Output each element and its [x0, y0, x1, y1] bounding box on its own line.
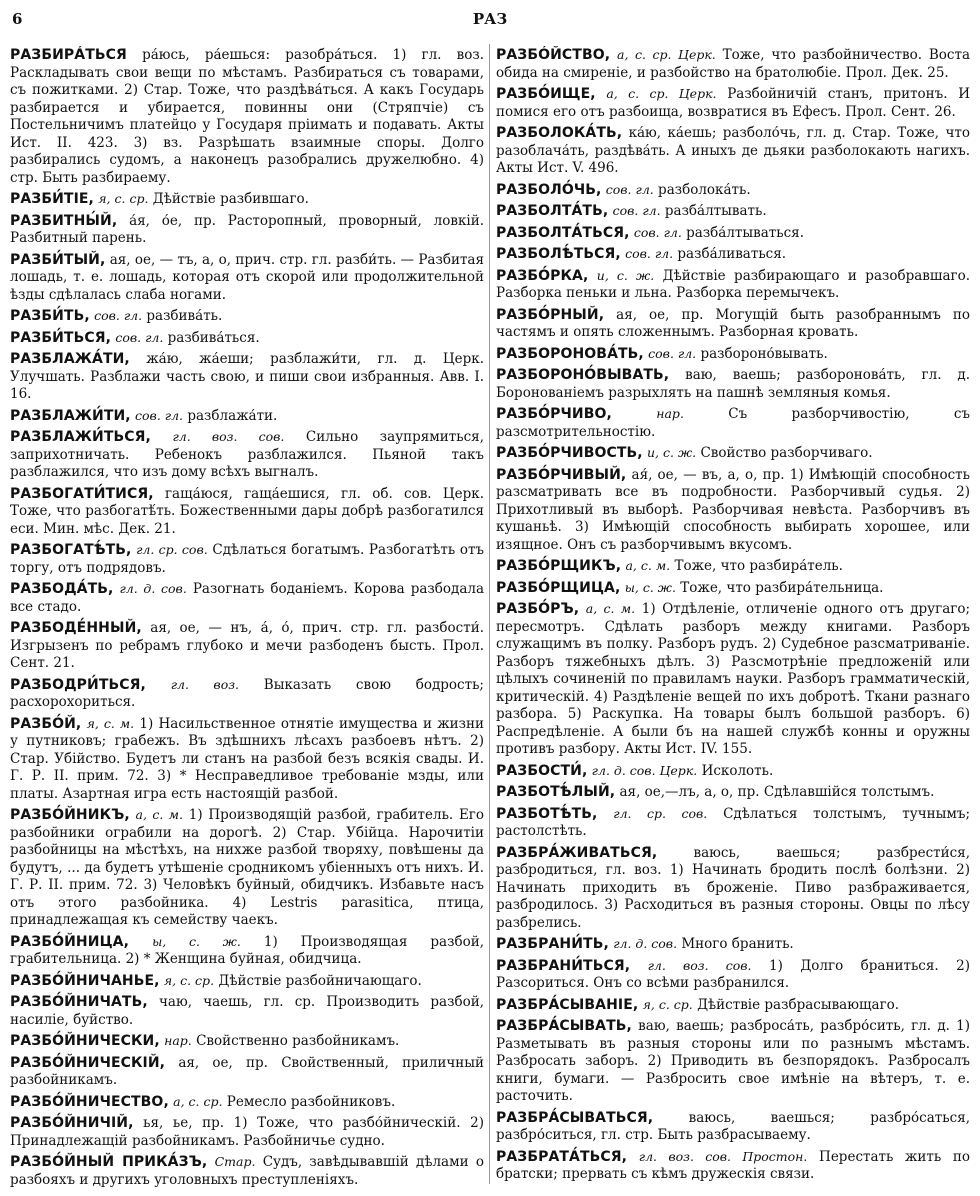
entry-definition: ваюсь, ваешься; разбрести́ся, разбродиться, гл. воз. 1) Начинать бродить послѣ болѣзни. 2) Начинать приходить въ броженіе. Пиво разбраживается, разбродилось. 3) Расходиться въ разныя стороны. Овцы по лѣсу разбрелись. [496, 844, 970, 931]
entry-headword: РАЗБО́ЙНИЦА, [10, 933, 130, 950]
dictionary-entry [496, 306, 970, 342]
entry-headword: РАЗБО́РЩИЦА, [496, 579, 621, 596]
entry-headword: РАЗБОДЕ́ННЫЙ, [10, 620, 142, 636]
entry-headword: РАЗБО́ЙНИКЪ, [10, 807, 130, 823]
entry-definition: ая, ое, — нъ, а́, о́, прич. стр. гл. разбости́. Изгрызенъ по ребрамъ глубоко и мечи разбоденъ бысть. Прол. Сент. 21. [10, 620, 484, 671]
entry-headword: РАЗБЛАЖИ́ТЬСЯ, [10, 429, 151, 445]
entry-definition: ая, ое, пр. Свойственный, приличный разбойникамъ. [10, 1054, 484, 1088]
entry-grammar: гл. д. сов. Церк. [591, 762, 698, 778]
entry-headword: РАЗБОЛО́ЧЬ, [496, 181, 602, 198]
entry-headword: РАЗБО́ИЩЕ, [496, 86, 596, 102]
entry-definition: разбива́ть. [146, 308, 223, 324]
entry-definition: Дѣйствіе разбившаго. [152, 191, 309, 207]
dictionary-entry [10, 407, 484, 426]
dictionary-entry [10, 1054, 484, 1090]
dictionary-entry [496, 46, 970, 82]
dictionary-entry [496, 579, 970, 598]
entry-headword: РАЗБО́ЙНИЧІЙ, [10, 1115, 134, 1131]
dictionary-entry [10, 329, 484, 348]
dictionary-entry [10, 933, 484, 969]
entry-definition: Сдѣлаться богатымъ. Разбогатѣть отъ торгу, отъ подрядовъ. [10, 542, 484, 576]
entry-definition: Тоже, что разбойничество. Воста обида на смиреніе, и разбойство на братолюбіе. Прол. Дек. 25. [496, 47, 970, 81]
entry-definition: ая, ое,—лъ, а, о, пр. Сдѣлавшійся толстымъ. [619, 784, 935, 800]
entry-headword: РАЗБИТНЫ́Й, [10, 212, 118, 229]
entry-headword: РАЗБЛАЖИ́ТИ, [10, 407, 131, 424]
dictionary-entry [496, 345, 970, 364]
entry-headword: РАЗБИ́ТЫЙ, [10, 251, 106, 268]
entry-grammar: сов. гл. [605, 181, 654, 197]
entry-definition: ья, ье, пр. 1) Тоже, что разбо́йническій. 2) Принадлежащій разбойникамъ. Разбойничье судно. [10, 1115, 484, 1149]
entry-headword: РАЗБОТѢ́ТЬ, [496, 805, 598, 822]
entry-headword: РАЗБО́ЙНЫЙ ПРИКА́ЗЪ, [10, 1154, 208, 1170]
entry-definition: ая, ое, пр. Могущій быть разобраннымъ по частямъ и опять сложеннымъ. Разборная кровать. [496, 306, 970, 340]
dictionary-entry [10, 46, 484, 187]
dictionary-entry [496, 1109, 970, 1145]
dictionary-entry [496, 600, 970, 759]
entry-headword: РАЗБО́РЧИВЫЙ, [496, 466, 627, 483]
entry-grammar: я, с. ср. [98, 191, 149, 206]
entry-definition: Тоже, что разбира́тель. [674, 558, 843, 574]
entry-grammar: я, с. ср. [642, 996, 693, 1012]
entry-headword: РАЗБОЛТА́ТЬ, [496, 203, 609, 219]
dictionary-entry [10, 619, 484, 673]
entry-definition: ая́, ое, — въ, а, о, пр. 1) Имѣющій способность разсматривать все въ подробности. Разборчивый судья. 2) Прихотливый въ выборѣ. Разборчивая невѣста. Разборчивъ въ кушаньѣ. 3) Имѣющій способность выбирать хорошее, или изящное. Онъ съ разборчивымъ вкусомъ. [496, 466, 970, 553]
dictionary-entry [496, 996, 970, 1015]
dictionary-entry [10, 1114, 484, 1150]
entry-headword: РАЗБО́ЙНИЧАНЬЕ, [10, 972, 160, 989]
entry-grammar: сов. гл. [135, 407, 184, 423]
dictionary-entry [496, 245, 970, 264]
entry-definition: Тоже, что разбира́тельница. [680, 579, 884, 596]
dictionary-entry [496, 267, 970, 303]
entry-definition: ваюсь, ваешься; разбро́саться, разбро́ситься, гл. стр. Быть разбрасываему. [496, 1109, 970, 1143]
entry-definition: разба́ливаться. [677, 246, 787, 262]
entry-headword: РАЗБО́РЪ, [496, 601, 580, 617]
dictionary-entry [10, 428, 484, 482]
entry-definition: разболока́ть. [658, 181, 751, 198]
entry-headword: РАЗБО́ЙНИЧАТЬ, [10, 994, 148, 1010]
entry-grammar: сов. гл. [94, 308, 143, 323]
entry-grammar: ы, с. ж. [152, 933, 241, 949]
entry-definition: а́я, о́е, пр. Расторопный, проворный, ловкій. Разбитный парень. [10, 212, 484, 246]
entry-headword: РАЗБО́РЧИВО, [496, 406, 612, 422]
entry-grammar: сов. гл. [633, 224, 682, 240]
entry-definition: Сдѣлаться толстымъ, тучнымъ; растолстѣть. [496, 805, 970, 839]
running-head: РАЗ [472, 10, 508, 28]
entry-grammar: гл. воз. сов. Простон. [638, 1148, 808, 1164]
entry-definition: Перестать жить по братски; прервать съ кѣмъ дружескія связи. [496, 1148, 970, 1182]
entry-definition: Судъ, завѣдывавшій дѣлами о разбояхъ и другихъ уголовныхъ преступленіяхъ. [10, 1154, 484, 1188]
dictionary-entry [496, 805, 970, 841]
dictionary-entry [10, 541, 484, 577]
dictionary-entry [496, 85, 970, 121]
entry-definition: Выказать свою бодрость; расхорохориться. [10, 676, 484, 710]
entry-grammar: и, с. ж. [596, 267, 655, 283]
entry-definition: Разбойничій станъ, притонъ. И помися его отъ разбоища, возвратися въ Ефесъ. Прол. Сент. 26. [496, 86, 970, 120]
entry-headword: РАЗБОДРИ́ТЬСЯ, [10, 676, 146, 693]
entry-headword: РАЗБО́РНЫЙ, [496, 306, 605, 323]
entry-headword: РАЗБОРОНОВА́ТЬ, [496, 345, 644, 362]
dictionary-entry [496, 783, 970, 802]
entry-definition: ра́юсь, ра́ешься: разобра́ться. 1) гл. воз. Раскладывать свои вещи по мѣстамъ. Разбираться съ товарами, съ пожитками. 2) Стар. Тоже, что раздѣва́ться. А какъ Государь разбирается и убирается, повинны они (Стряпчіе) съ Постельничимъ платейцо у Государя пріимать и подавать. Акты Ист. II. 423. 3) вз. Разрѣшать взаимные споры. Долго разбирались судомъ, а наконецъ разобрались дружелюбно. 4) стр. Быть разбираему. [10, 47, 484, 186]
entry-definition: 1) Отдѣленіе, отличеніе одного отъ другаго; пересмотръ. Сдѣлать разборъ между книгами. Разборъ служащимъ въ полку. Разборъ рудъ. 2) Судебное разсматриваніе. Разборъ тяжебныхъ дѣлъ. 3) Разсмотрѣніе предложеній или цѣлыхъ сочиненій по правиламъ науки. Разборъ грамматическій, критическій. 4) Раздѣленіе вещей по ихъ добротѣ. Ткани разнаго разбора. 5) Раскупка. На товары былъ большой разборъ. 6) Распредѣленіе. А были бъ на нашей службѣ конны и оружны противъ разбору. Акты Ист. IV. 155. [496, 601, 970, 757]
entry-definition: разблажа́ти. [187, 407, 278, 424]
dictionary-entry [496, 935, 970, 954]
entry-headword: РАЗБОГАТѢ́ТЬ, [10, 542, 132, 558]
entry-grammar: гл. ср. сов. [613, 805, 708, 821]
entry-definition: разбива́ться. [167, 329, 260, 346]
entry-headword: РАЗБРАНИ́ТЬ, [496, 936, 609, 952]
left-column [10, 46, 484, 1188]
dictionary-entry [10, 307, 484, 326]
entry-headword: РАЗБОТѢ́ЛЫЙ, [496, 784, 616, 800]
entry-headword: РАЗБОЛѢ́ТЬСЯ, [496, 246, 621, 262]
entry-headword: РАЗБОЛОКА́ТЬ, [496, 125, 623, 141]
entry-definition: Свойственно разбойникамъ. [196, 1033, 400, 1049]
entry-headword: РАЗБО́РЧИВОСТЬ, [496, 445, 643, 461]
entry-definition: Ремесло разбойниковъ. [226, 1093, 396, 1110]
entry-grammar: нар. [656, 406, 684, 421]
dictionary-entry [496, 1148, 970, 1184]
entry-headword: РАЗБО́ЙНИЧЕСКІЙ, [10, 1054, 166, 1071]
dictionary-entry [496, 202, 970, 221]
entry-definition: чаю, чаешь, гл. ср. Производить разбой, насиліе, буйство. [10, 994, 484, 1028]
entry-headword: РАЗБИ́ТЬСЯ, [10, 329, 112, 346]
entry-definition: разба́лтываться. [686, 224, 804, 241]
entry-grammar: а, с. ср. Церк. [606, 86, 717, 101]
dictionary-entry [496, 557, 970, 576]
entry-definition: ваю, ваешь; разброса́ть, разбро́сить, гл. д. 1) Разметывать въ разныя стороны или по разнымъ мѣстамъ. Разбросать заборъ. 2) Приводить въ безпорядокъ. Разбросалъ книги, бумаги. — Разбросить свое имѣніе на вѣтеръ, т. е. расточить. [496, 1018, 970, 1104]
dictionary-entry [496, 124, 970, 178]
entry-headword: РАЗБРА́СЫВАНІЕ, [496, 996, 639, 1013]
dictionary-entry [10, 715, 484, 804]
entry-headword: РАЗБОГАТИ́ТИСЯ, [10, 485, 154, 502]
entry-definition: разба́лтывать. [664, 203, 767, 219]
dictionary-entry [10, 212, 484, 248]
dictionary-entry [496, 957, 970, 993]
entry-grammar: сов. гл. [612, 203, 661, 218]
entry-definition: Съ разборчивостію, съ разсмотрительностію. [496, 406, 970, 440]
dictionary-entry [10, 993, 484, 1029]
entry-definition: 1) Насильственное отнятіе имущества и жизни у путниковъ; грабежъ. Въ здѣшнихъ лѣсахъ разбоевъ нѣтъ. 2) Стар. Убійство. Будетъ ли станъ на разбой безъ всякія свады. И. Г. Р. II. прим. 72. 3) * Несправедливое требованіе мзды, или платы. Азартная игра есть настоящій разбой. [10, 715, 484, 802]
entry-grammar: гл. воз. сов. [172, 429, 285, 444]
dictionary-entry [10, 1093, 484, 1112]
entry-grammar: а, с. м. [625, 558, 671, 573]
entry-definition: ваю, ваешь; разборонова́ть, гл. д. Боронованіемъ разрыхлять на пашнѣ земляныя комья. [496, 367, 970, 401]
entry-grammar: я, с. м. [86, 715, 135, 731]
entry-grammar: и, с. ж. [647, 445, 697, 460]
entry-headword: РАЗБИРА́ТЬСЯ [10, 47, 127, 63]
entry-definition: Дѣйствіе разбирающаго и разобравшаго. Разборка пеньки и льна. Разборка перемычекъ. [496, 267, 970, 301]
entry-grammar: Стар. [214, 1154, 256, 1169]
dictionary-entry [496, 762, 970, 781]
entry-headword: РАЗБИ́ТЬ, [10, 308, 90, 324]
entry-definition: Разогнать боданіемъ. Корова разбодала все стадо. [10, 581, 484, 615]
dictionary-entry [496, 444, 970, 463]
dictionary-entry [10, 676, 484, 712]
dictionary-entry [496, 844, 970, 933]
entry-grammar: сов. гл. [115, 329, 164, 345]
entry-headword: РАЗБРА́СЫВАТЬ, [496, 1018, 632, 1034]
entry-headword: РАЗБРАНИ́ТЬСЯ, [496, 957, 631, 974]
entry-headword: РАЗБРА́ЖИВАТЬСЯ, [496, 844, 658, 861]
entry-headword: РАЗБОРОНО́ВЫВАТЬ, [496, 367, 670, 383]
entry-headword: РАЗБО́ЙНИЧЕСКИ, [10, 1033, 160, 1049]
entry-definition: 1) Производящій разбой, грабитель. Его разбойники ограбили на дорогѣ. 2) Стар. Убійца. Нарочитіи разбойницы на мѣстѣхъ, на нихже разбой творяху, повѣшены да будутъ, ... да будетъ утѣшеніе сродникомъ убіенныхъ отъ нихъ. И. Г. Р. II. прим. 72. 3) Человѣкъ буйный, обидчикъ. Избавьте насъ отъ этого разбойника. 4) Lestris parasitica, птица, принадлежащая къ семейству чаекъ. [10, 807, 484, 928]
entry-grammar: гл. воз. [170, 676, 240, 692]
column-divider [489, 44, 490, 1184]
dictionary-entry [10, 350, 484, 404]
entry-definition: Дѣйствіе разбрасывающаго. [697, 996, 900, 1013]
dictionary-entry [10, 251, 484, 305]
entry-definition: гаща́юся, гаща́ешися, гл. об. сов. Церк. Тоже, что разбогатѣ́ть. Божественными дары добрѣ разбогатился еси. Мин. мѣс. Дек. 21. [10, 485, 484, 537]
page-number: 6 [12, 10, 23, 28]
entry-definition: жа́ю, жа́еши; разблажи́ти, гл. д. Церк. Улучшать. Разблажи часть свою, и пиши свои избранныя. Авв. I. 16. [10, 351, 484, 402]
entry-grammar: а, с. ср. Церк. [617, 47, 716, 62]
entry-headword: РАЗБО́РКА, [496, 267, 589, 284]
dictionary-entry [496, 181, 970, 200]
entry-headword: РАЗБОЛТА́ТЬСЯ, [496, 224, 630, 241]
entry-headword: РАЗБРА́СЫВАТЬСЯ, [496, 1109, 654, 1126]
dictionary-entry [496, 366, 970, 402]
dictionary-entry [496, 405, 970, 441]
entry-definition: Сильно заупрямиться, заприхотничать. Ребенокъ разблажился. Пьяной такъ разблажился, что изъ дому всѣхъ выгналъ. [10, 429, 484, 480]
dictionary-entry [10, 1032, 484, 1051]
entry-headword: РАЗБРАТА́ТЬСЯ, [496, 1148, 628, 1165]
entry-grammar: гл. д. сов. [613, 936, 678, 951]
entry-grammar: нар. [164, 1033, 192, 1048]
right-column [496, 46, 970, 1188]
entry-grammar: а, с. м. [135, 807, 184, 822]
entry-headword: РАЗБО́Й, [10, 715, 82, 732]
entry-grammar: гл. воз. сов. [647, 957, 752, 973]
dictionary-entry [496, 1017, 970, 1106]
entry-headword: РАЗБО́ЙСТВО, [496, 47, 611, 63]
dictionary-entry [10, 806, 484, 930]
entry-definition: разбороно́вывать. [700, 345, 828, 362]
entry-definition: Много бранить. [681, 936, 794, 952]
entry-grammar: я, с. ср. [163, 972, 215, 988]
dictionary-entry [10, 972, 484, 991]
dictionary-entry [10, 1153, 484, 1188]
dictionary-entry [10, 485, 484, 539]
dictionary-entry [10, 190, 484, 209]
entry-headword: РАЗБОДА́ТЬ, [10, 581, 114, 597]
entry-grammar: гл. ср. сов. [136, 542, 208, 557]
entry-grammar: гл. д. сов. [119, 581, 187, 596]
dictionary-entry [496, 224, 970, 243]
entry-definition: Свойство разборчиваго. [700, 445, 873, 461]
entry-headword: РАЗБЛАЖА́ТИ, [10, 351, 130, 367]
entry-grammar: а, с. ср. [173, 1093, 223, 1109]
entry-definition: ая, ое, — тъ, а, о, прич. стр. гл. разби́ть. — Разбитая лошадь, т. е. лошадь, которая отъ скорой или продолжительной ѣзды сдѣлалась слаба ногами. [10, 251, 484, 303]
entry-definition: Исколоть. [701, 762, 774, 779]
dictionary-entry [496, 466, 970, 555]
entry-definition: Дѣйствіе разбойничающаго. [218, 972, 422, 989]
entry-definition: ка́ю, ка́ешь; разболо́чь, гл. д. Стар. Тоже, что разоблача́ть, раздѣва́ть. А иныхъ де дьяки разболокають нагихъ. Акты Ист. V. 496. [496, 125, 970, 176]
entry-headword: РАЗБО́ЙНИЧЕСТВО, [10, 1093, 169, 1110]
entry-definition: 1) Производящая разбой, грабительница. 2) * Женщина буйная, обидчица. [10, 933, 484, 967]
entry-grammar: сов. гл. [648, 345, 697, 361]
entry-grammar: сов. гл. [625, 246, 674, 261]
entry-headword: РАЗБИ́ТІЕ, [10, 191, 94, 207]
entry-headword: РАЗБО́РЩИКЪ, [496, 558, 622, 574]
entry-grammar: а, с. м. [585, 601, 636, 616]
entry-grammar: ы, с. ж. [624, 579, 676, 595]
entry-definition: 1) Долго браниться. 2) Разсориться. Онъ со всѣми разбранился. [496, 957, 970, 991]
dictionary-entry [10, 580, 484, 616]
entry-headword: РАЗБОСТИ́, [496, 762, 588, 779]
